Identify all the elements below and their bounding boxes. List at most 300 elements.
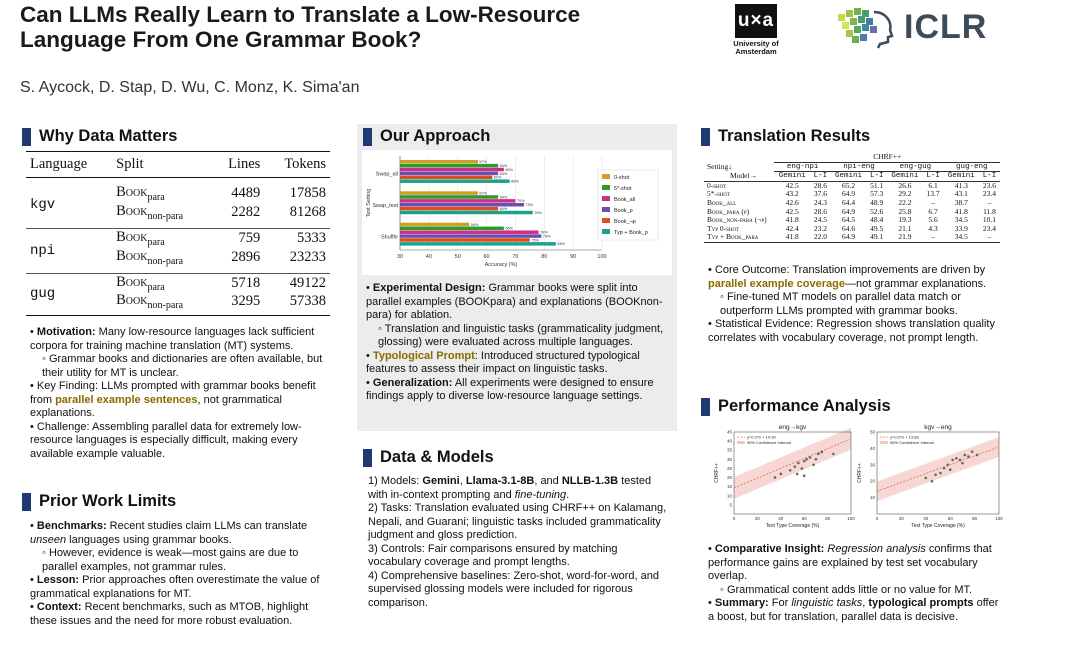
value-cell: 48.4 [870,215,884,225]
setting-cell: 0-shot [707,180,727,190]
tokens-cell: 57338 [289,293,326,310]
bar-value-label: 75% [531,238,539,243]
bullet-motivation: • Motivation: Many low-resource languages lack sufficient corpora for training machine translation (MT) systems. [30,326,315,352]
bullet-summary: • Summary: For linguistic tasks, typological prompts offer a boost, but for translation, parallel data is decisive. [708,597,999,623]
data-point [817,453,820,456]
tokens-cell: 23233 [289,248,326,265]
bar-value-label: 68% [511,179,519,184]
bullet-sub: ◦ Grammatical content adds little or no value for MT. [720,583,973,596]
table-row [704,233,1000,242]
value-cell: 26.6 [898,180,912,190]
model-header: L-I [869,172,884,181]
data-point [934,473,937,476]
bar [400,207,498,210]
bar [400,203,524,206]
bar [400,168,504,171]
split-cell: Book$_{non-para}$ [116,202,184,222]
value-cell: 49.1 [870,232,884,242]
tokens-cell: 17858 [289,184,326,201]
y-axis-label: CHRF++ [714,463,720,483]
data-point [820,451,823,454]
bullet-context: • Context: Recent benchmarks, such as MTOB, highlight these issues and the need for more robust evaluation. [30,601,309,627]
value-cell: 41.3 [954,180,968,190]
legend-swatch [602,185,610,190]
data-point [796,473,799,476]
value-cell: 52.6 [870,206,884,216]
bar-value-label: 57% [479,191,488,196]
value-cell: 64.9 [841,189,856,199]
data-point [971,450,974,453]
setting-cell: Book_para (p) [707,206,750,216]
bar-value-label: 64% [499,195,508,200]
legend-swatch [880,441,888,444]
results-body [704,181,1000,242]
y-tick-label: 25 [726,465,732,471]
value-cell: 65.2 [841,180,856,190]
legend-swatch [602,174,610,179]
x-tick-label: 90 [570,254,577,260]
value-cell: 23.6 [982,180,997,190]
category-label: Swap_test [372,203,398,209]
data-table [26,151,330,316]
value-cell: 22.2 [898,197,912,207]
legend-label: 5*-shot [614,185,632,192]
bar-value-label: 64% [499,206,508,211]
value-cell: 41.8 [785,232,799,242]
data-point [803,474,806,477]
bar-value-label: 54% [470,222,479,227]
model-header: L-I [926,172,940,181]
bar [400,179,510,182]
bullet-sub: ◦ Translation and linguistic tasks (grammaticality judgment, glossing) were evaluated across multiple languages. [378,322,664,348]
value-cell: 43.2 [785,189,799,199]
data-point [949,468,952,471]
col-header: Lines [211,152,264,178]
legend-label: 0-shot [614,174,630,181]
value-cell: 41.8 [785,215,799,225]
legend-swatch [602,207,610,212]
pair-header: npi-eng [831,162,887,172]
perf-bullets [708,543,1004,624]
data-heading-text: Data & Models [380,448,494,466]
lang-cell: kgv [30,196,56,213]
setting-label: Setting↓ [707,161,733,171]
y-axis-label: Test Setting [366,188,372,218]
legend-label: y=0.27x + 13.86 [890,434,919,440]
lines-cell: 2282 [231,203,261,220]
data-point [946,464,949,467]
y-tick-label: 20 [726,475,732,481]
bullet-typological: • Typological Prompt: Introduced structured typological features to assess their impact on linguistic tasks. [366,349,640,375]
results-table [704,153,1000,243]
value-cell: 41.8 [954,206,968,216]
x-axis-label: Test Type Coverage (%) [765,523,820,529]
data-table-wrap [26,151,330,316]
scatter-title: kgv→eng [924,424,952,431]
x-tick-label: 0 [732,516,736,521]
legend-label: y=0.27x + 14.30 [747,434,776,440]
split-cell: Book$_{para}$ [116,184,165,203]
bar-value-label: 76% [534,210,542,215]
uva-name: University of Amsterdam [733,39,779,56]
x-tick-label: 60 [483,254,490,260]
lines-cell: 759 [211,228,264,247]
bar-value-label: 84% [557,242,565,247]
legend-label: Book_all [614,196,636,203]
tokens-cell: 49122 [264,273,330,292]
value-cell: 29.2 [898,189,912,199]
perf-heading-text: Performance Analysis [718,397,891,415]
data-point [925,477,928,480]
item-controls: 3) Controls: Fair comparisons ensured by matching vocabulary coverage and prompt lengths. [368,542,618,568]
bullet-design: • Experimental Design: Grammar books were split into parallel examples (BOOKpara) and explanations (BOOKnon-para) for ablation. [366,282,663,321]
value-cell: 43.1 [954,189,968,199]
table-row [26,273,330,292]
x-tick-label: 80 [541,254,548,260]
prior-bullets [30,520,330,628]
value-cell: 28.6 [813,180,827,190]
bullet-lesson: • Lesson: Prior approaches often overestimate the value of grammatical explanations for MT. [30,574,320,600]
bar [400,191,478,194]
lang-cell: gug [26,273,112,316]
results-heading [701,127,870,146]
split-cell: Book$_{non-para}$ [116,292,184,312]
bullet-sub: ◦ Grammar books and dictionaries are often available, but their utility for MT is unclear. [42,353,323,379]
value-cell: 42.5 [785,206,799,216]
bullet-key-finding: • Key Finding: LLMs prompted with grammar books benefit from parallel example sentences, not grammatical explanations. [30,380,316,419]
bar [400,223,469,226]
value-cell: 11.8 [983,206,996,216]
lines-cell: 2896 [231,248,261,265]
uva-logo [728,4,784,56]
data-point [943,467,946,470]
value-cell: 28.6 [813,206,827,216]
model-label: Model→ [730,170,758,180]
data-point [812,464,815,467]
data-point [801,467,804,470]
value-cell: 33.9 [954,223,968,233]
bar [400,227,504,230]
pair-header: gug-eng [944,162,1000,172]
category-label: Swap_all [375,171,398,178]
bar-value-label: 62% [493,175,502,180]
data-text [368,475,668,610]
value-cell: 48.9 [870,197,884,207]
y-tick-label: 30 [869,462,875,468]
model-header: Gemini [778,172,806,181]
data-point [774,476,777,479]
data-point [832,453,835,456]
value-cell: 10.1 [982,215,997,225]
setting-cell: 5*-shot [707,189,731,199]
y-tick-label: 45 [726,429,732,435]
value-cell: 19.3 [898,215,912,225]
model-header: Gemini [947,172,975,181]
col-header: Language [26,152,112,178]
legend-label: Typ + Book_p [614,229,648,236]
value-cell: 64.9 [841,206,856,216]
bullet-comparative: • Comparative Insight: Regression analysis confirms that performance gains are explained by test set vocabulary overlap. [708,543,992,582]
split-cell: Book$_{non-para}$ [116,247,184,267]
x-tick-label: 80 [825,516,831,521]
iclr-wordmark: ICLR [904,7,988,46]
regression-line [877,447,999,491]
model-header: L-I [982,172,997,181]
value-cell: 64.9 [841,232,856,242]
data-heading [363,448,494,467]
value-cell: 64.5 [841,215,856,225]
value-cell: 5.6 [928,215,938,225]
bar [400,211,533,214]
bullet-sub: ◦ Fine-tuned MT models on parallel data match or outperform LLMs prompted with grammar books. [720,291,961,317]
y-tick-label: 40 [869,445,875,451]
legend-swatch [602,218,610,223]
bar-value-label: 73% [525,203,534,208]
data-point [815,458,818,461]
bullet-challenge: • Challenge: Assembling parallel data for extremely low-resource languages is especially difficult, making every available example valuable. [30,420,302,460]
model-header: Gemini [891,172,919,181]
value-cell: – [987,232,992,242]
table-row [26,178,330,203]
setting-cell: Typ 0-shot [707,223,740,233]
data-point [939,472,942,475]
value-cell: 34.5 [954,232,968,242]
value-cell: 64.6 [841,223,856,233]
why-bullets [30,326,330,461]
value-cell: 64.4 [841,197,856,207]
y-tick-label: 30 [726,456,732,462]
x-tick-label: 60 [801,516,807,521]
x-tick-label: 80 [972,516,978,521]
x-tick-label: 40 [425,254,432,260]
approach-bullets [366,282,666,404]
x-tick-label: 20 [898,516,904,521]
value-cell: – [931,232,935,242]
value-cell: 42.5 [785,180,799,190]
uva-mark: u×a [735,4,777,38]
model-header: Gemini [835,172,863,181]
bar-value-label: 66% [505,167,513,172]
legend-label: Book_p [614,207,633,214]
col-header: Split [112,152,211,178]
data-point [805,458,808,461]
y-tick-label: 10 [726,493,732,499]
value-cell: 42.4 [785,223,799,233]
item-tasks: 2) Tasks: Translation evaluated using CHRF++ on Kalamang, Nepali, and Guarani; linguistic tasks included grammaticality judgment and gloss prediction. [368,502,667,541]
bar-value-label: 79% [542,234,551,239]
value-cell: 42.6 [785,197,799,207]
data-point [959,459,962,462]
value-cell: 51.1 [870,180,884,190]
poster-title: Can LLMs Really Learn to Translate a Low-Resource Language From One Grammar Book? [20,2,581,52]
bar [400,172,498,175]
y-tick-label: 40 [726,438,732,444]
heading-bar-icon [701,128,710,146]
author-list: S. Aycock, D. Stap, D. Wu, C. Monz, K. Sima'an [20,79,360,96]
value-cell: 13.7 [926,189,940,199]
category-label: Shuffle [380,234,398,241]
value-cell: 6.1 [928,180,938,190]
pair-header: eng-npi [774,162,830,172]
setting-cell: Typ + Book_para [707,232,759,242]
value-cell: 24.3 [813,197,827,207]
perf-heading [701,397,891,416]
data-point [803,460,806,463]
results-heading-text: Translation Results [718,127,871,145]
table-row [704,153,1000,162]
data-point [780,473,783,476]
data-point [794,465,797,468]
data-point [951,459,954,462]
value-cell: 34.5 [954,215,968,225]
bullet-generalization: • Generalization: All experiments were designed to ensure findings apply to diverse low-resource language settings. [366,376,654,402]
iclr-logo [834,4,987,50]
y-axis-label: CHRF++ [857,463,863,483]
accuracy-bar-chart [362,150,672,275]
bar [400,199,515,202]
pair-header: eng-gug [887,162,943,172]
setting-cell: Book_all [707,197,737,207]
why-heading [22,127,177,146]
x-tick-label: 0 [875,516,879,521]
item-models: 1) Models: Gemini, Llama-3.1-8B, and NLLB-1.3B tested with in-context prompting and fine-tuning. [368,475,652,501]
approach-heading-text: Our Approach [380,127,491,145]
scatter-title: eng→kgv [778,424,807,431]
bar-value-label: 64% [499,171,508,176]
x-tick-label: 70 [512,254,519,260]
value-cell: 24.5 [813,215,827,225]
bar [400,238,530,241]
y-tick-label: 5 [729,502,732,508]
value-cell: 21.9 [898,232,912,242]
lines-cell: 4489 [231,184,261,201]
data-point [809,456,812,459]
legend-label: 95% Confidence Interval [890,440,934,445]
value-cell: 38.7 [954,197,968,207]
x-tick-label: 100 [597,254,607,260]
data-point [976,454,979,457]
data-table-header [26,152,330,178]
data-point [931,480,934,483]
data-point [964,454,967,457]
data-point [961,462,964,465]
value-cell: 22.0 [813,232,827,242]
value-cell: – [931,197,935,207]
legend-swatch [602,196,610,201]
bullet-sub: ◦ However, evidence is weak—most gains are due to parallel examples, not grammar rules. [42,547,299,573]
heading-bar-icon [22,493,31,511]
x-tick-label: 40 [923,516,929,521]
scatter-kgv-eng [855,422,1005,532]
lang-cell: npi [26,228,112,273]
x-tick-label: 30 [396,254,404,260]
bullet-statistical: • Statistical Evidence: Regression shows translation quality correlates with vocabulary coverage, not prompt length. [708,318,995,344]
model-header: L-I [813,172,828,181]
legend-label: Book_¬p [614,218,636,225]
value-cell: 21.1 [898,223,912,233]
bar [400,160,478,163]
bar [400,176,492,179]
legend-swatch [602,229,610,234]
data-point [967,455,970,458]
value-cell: 37.6 [813,189,827,199]
tokens-cell: 81268 [289,203,326,220]
item-baselines: 4) Comprehensive baselines: Zero-shot, word-for-word, and supervised glossing models were included for rigorous comparison. [368,569,660,609]
bar [400,195,498,198]
split-cell: Book$_{para}$ [112,273,211,292]
x-axis-label: Accuracy (%) [484,262,518,268]
why-heading-text: Why Data Matters [39,127,178,145]
bar-value-label: 70% [516,199,525,204]
bar [400,164,498,167]
scatter-eng-kgv [712,422,857,532]
bar [400,242,556,245]
bar-value-label: 66% [505,226,513,231]
heading-bar-icon [363,449,372,467]
bar-value-label: 57% [479,160,488,165]
heading-bar-icon [701,398,710,416]
value-cell: 23.2 [813,223,827,233]
y-tick-label: 50 [869,429,875,435]
heading-bar-icon [363,128,372,146]
x-tick-label: 100 [847,516,855,521]
col-header: Tokens [264,152,330,178]
results-bullets [708,264,1004,345]
iclr-head-icon [834,4,896,50]
lines-cell: 5718 [211,273,264,292]
heading-bar-icon [22,128,31,146]
value-cell: 6.7 [928,206,938,216]
approach-heading [363,127,490,146]
metric-header: CHRF++ [774,153,1000,162]
value-cell: 4.3 [928,223,938,233]
x-tick-label: 20 [754,516,760,521]
prior-heading-text: Prior Work Limits [39,492,177,510]
data-point [797,462,800,465]
bar [400,234,541,237]
x-tick-label: 100 [995,516,1003,521]
value-cell: – [987,197,992,207]
value-cell: 25.8 [898,206,912,216]
legend-swatch [737,441,745,444]
data-point [955,457,958,460]
y-tick-label: 20 [869,478,875,484]
bar-value-label: 78% [540,230,548,235]
value-cell: 57.3 [870,189,884,199]
setting-cell: Book_non-para (¬p) [707,215,767,225]
bar [400,230,539,233]
bar-value-label: 64% [499,163,508,168]
split-cell: Book$_{para}$ [112,228,211,247]
value-cell: 23.4 [982,223,997,233]
lines-cell: 3295 [231,293,261,310]
x-axis-label: Test Type Coverage (%) [911,523,965,529]
x-tick-label: 60 [947,516,953,521]
data-point [789,469,792,472]
table-row [26,228,330,247]
value-cell: 23.4 [982,189,997,199]
legend-label: 95% Confidence Interval [747,440,791,445]
y-tick-label: 35 [726,447,732,453]
value-cell: 49.5 [870,223,884,233]
x-tick-label: 50 [454,254,461,260]
tokens-cell: 5333 [264,228,330,247]
y-tick-label: 10 [869,495,875,501]
table-row [704,172,1000,182]
prior-heading [22,492,176,511]
bullet-core-outcome: • Core Outcome: Translation improvements are driven by parallel example coverage—not grammar explanations. [708,264,987,290]
bullet-benchmarks: • Benchmarks: Recent studies claim LLMs can translate unseen languages using grammar books. [30,520,308,546]
